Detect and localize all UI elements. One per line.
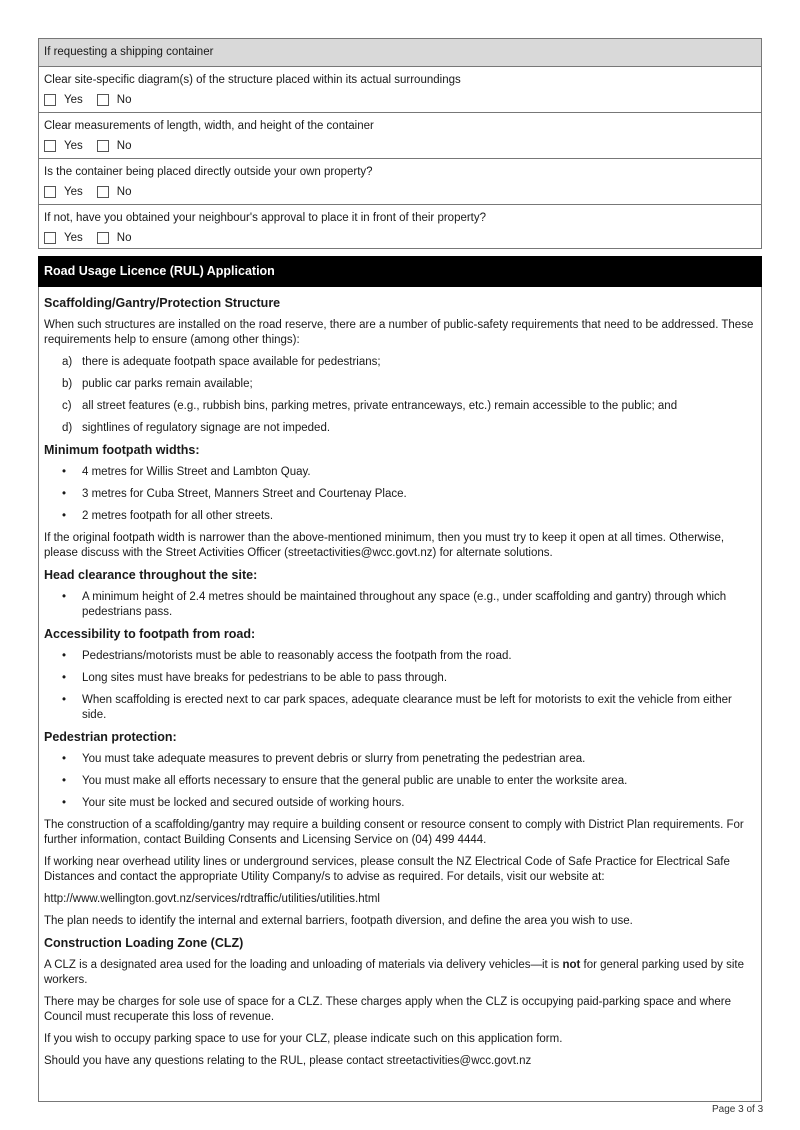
shipping-container-table: [38, 38, 762, 249]
question-text: Clear measurements of length, width, and height of the container: [44, 120, 374, 132]
bullet-icon: •: [62, 672, 67, 684]
utility-link[interactable]: http://www.wellington.govt.nz/services/rdtraffic/utilities/utilities.html: [44, 893, 380, 905]
checkbox-icon[interactable]: [44, 140, 56, 152]
list-text: 4 metres for Willis Street and Lambton Quay.: [82, 466, 311, 478]
list-marker: a): [62, 356, 73, 368]
checkbox-icon[interactable]: [44, 232, 56, 244]
list-item: [62, 693, 758, 723]
checkbox-icon[interactable]: [97, 140, 109, 152]
consent-note: The construction of a scaffolding/gantry may require a building consent or resource consent to comply with District Plan requirements. For further information, contact Building Consents and Licensing Service on (04) 499 4444.: [44, 819, 744, 846]
question-row: [39, 113, 761, 159]
question-row: [39, 205, 761, 249]
checkbox-icon[interactable]: [44, 186, 56, 198]
no-label: No: [116, 140, 132, 152]
list-marker: d): [62, 422, 73, 434]
rul-body: [44, 295, 758, 1076]
list-text: Pedestrians/motorists must be able to reasonably access the footpath from the road.: [82, 650, 512, 662]
question-row: [39, 159, 761, 205]
list-text: sightlines of regulatory signage are not impeded.: [82, 422, 331, 434]
question-text: If not, have you obtained your neighbour's approval to place it in front of their property?: [44, 212, 487, 224]
list-item: [62, 487, 758, 502]
utility-note: If working near overhead utility lines or underground services, please consult the NZ Electrical Code of Safe Practice for Electrical Safe Distances and contact the appropriate Utility Company/s to advise as required. For details, visit our website at:: [44, 856, 730, 883]
list-marker: c): [62, 400, 72, 412]
checkbox-icon[interactable]: [44, 94, 56, 106]
bullet-icon: •: [62, 694, 67, 706]
list-item: [62, 355, 758, 370]
scaffold-intro: When such structures are installed on the road reserve, there are a number of public-safety requirements that need to be addressed. These requirements help to ensure (among other things):: [44, 319, 754, 346]
list-item: [62, 509, 758, 524]
list-text: 3 metres for Cuba Street, Manners Street and Courtenay Place.: [82, 488, 407, 500]
yes-label: Yes: [64, 140, 83, 152]
list-item: [62, 399, 758, 414]
list-text: Long sites must have breaks for pedestrians to be able to pass through.: [82, 672, 448, 684]
clz-heading: Construction Loading Zone (CLZ): [44, 936, 244, 950]
list-text: all street features (e.g., rubbish bins, parking metres, private entranceways, etc.) remain accessible to the public; and: [82, 400, 678, 412]
yes-checkbox[interactable]: [44, 185, 83, 199]
question-text: Is the container being placed directly outside your own property?: [44, 166, 373, 178]
question-row: [39, 67, 761, 113]
question-text: Clear site-specific diagram(s) of the structure placed within its actual surroundings: [44, 74, 461, 86]
yes-checkbox[interactable]: [44, 93, 83, 107]
bullet-icon: •: [62, 797, 67, 809]
list-item: [62, 774, 758, 789]
yes-label: Yes: [64, 232, 83, 244]
bullet-icon: •: [62, 466, 67, 478]
bullet-icon: •: [62, 488, 67, 500]
checkbox-icon[interactable]: [97, 186, 109, 198]
list-item: [62, 590, 758, 620]
bullet-icon: •: [62, 510, 67, 522]
bullet-icon: •: [62, 775, 67, 787]
accessibility-heading: Accessibility to footpath from road:: [44, 627, 256, 641]
yes-label: Yes: [64, 94, 83, 106]
clz-text: for general parking used by site workers.: [44, 959, 744, 986]
list-text: public car parks remain available;: [82, 378, 253, 390]
yes-label: Yes: [64, 186, 83, 198]
no-checkbox[interactable]: [97, 139, 132, 153]
clz-contact: Should you have any questions relating to the RUL, please contact streetactivities@wcc.govt.nz: [44, 1055, 532, 1067]
clz-paragraph-1: [44, 958, 758, 988]
footpath-heading: Minimum footpath widths:: [44, 443, 200, 457]
no-label: No: [116, 94, 132, 106]
list-item: [62, 671, 758, 686]
scaffold-heading: Scaffolding/Gantry/Protection Structure: [44, 296, 281, 310]
list-item: [62, 752, 758, 767]
no-label: No: [116, 186, 132, 198]
list-item: [62, 377, 758, 392]
no-label: No: [116, 232, 132, 244]
list-text: 2 metres footpath for all other streets.: [82, 510, 274, 522]
no-checkbox[interactable]: [97, 93, 132, 107]
clz-text: A CLZ is a designated area used for the loading and unloading of materials via delivery vehicles—it is: [44, 959, 563, 971]
checkbox-icon[interactable]: [97, 94, 109, 106]
clz-paragraph-2: There may be charges for sole use of space for a CLZ. These charges apply when the CLZ is occupying paid-parking space and where Council must recuperate this loss of revenue.: [44, 996, 731, 1023]
list-item: [62, 465, 758, 480]
clz-emphasis: not: [562, 959, 581, 971]
list-item: [62, 796, 758, 811]
list-text: Your site must be locked and secured outside of working hours.: [82, 797, 405, 809]
page-number: Page 3 of 3: [712, 1104, 764, 1115]
checkbox-icon[interactable]: [97, 232, 109, 244]
yes-checkbox[interactable]: [44, 139, 83, 153]
clz-paragraph-3: If you wish to occupy parking space to use for your CLZ, please indicate such on this application form.: [44, 1033, 563, 1045]
list-text: there is adequate footpath space available for pedestrians;: [82, 356, 381, 368]
no-checkbox[interactable]: [97, 185, 132, 199]
table-header-row: [39, 39, 761, 67]
list-item: [62, 421, 758, 436]
list-marker: b): [62, 378, 73, 390]
bullet-icon: •: [62, 650, 67, 662]
no-checkbox[interactable]: [97, 231, 132, 245]
table-header: If requesting a shipping container: [44, 46, 214, 58]
head-clearance-heading: Head clearance throughout the site:: [44, 568, 258, 582]
list-text: You must take adequate measures to prevent debris or slurry from penetrating the pedestrian area.: [82, 753, 586, 765]
yes-checkbox[interactable]: [44, 231, 83, 245]
bullet-icon: •: [62, 753, 67, 765]
list-text: A minimum height of 2.4 metres should be maintained throughout any space (e.g., under scaffolding and gantry) through which pedestrians pass.: [82, 591, 727, 618]
footpath-note: If the original footpath width is narrower than the above-mentioned minimum, then you must try to keep it open at all times. Otherwise, please discuss with the Street Activities Officer (streetactivities@wcc.govt.nz) for alternate solutions.: [44, 532, 725, 559]
list-item: [62, 649, 758, 664]
plan-note: The plan needs to identify the internal and external barriers, footpath diversion, and define the area you wish to use.: [44, 915, 633, 927]
list-text: When scaffolding is erected next to car park spaces, adequate clearance must be left for motorists to exit the vehicle from either side.: [82, 694, 732, 721]
list-text: You must make all efforts necessary to ensure that the general public are unable to enter the worksite area.: [82, 775, 628, 787]
pedestrian-protection-heading: Pedestrian protection:: [44, 730, 177, 744]
bullet-icon: •: [62, 591, 67, 603]
section-title: Road Usage Licence (RUL) Application: [38, 256, 762, 287]
